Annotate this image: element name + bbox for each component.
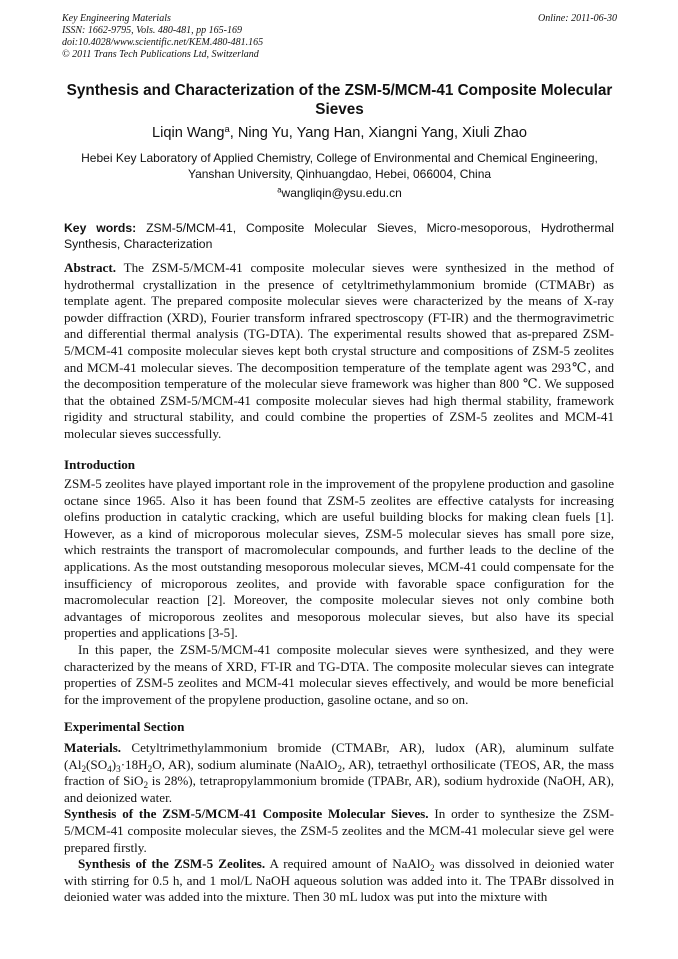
doi-line: doi:10.4028/www.scientific.net/KEM.480-481.165 (62, 37, 264, 48)
intro-paragraph-1: ZSM-5 zeolites have played important role in the improvement of the propylene production and gasoline octane since 1965. Also it has been found that ZSM-5 zeolites are effective catalysts for increasing olefins production in catalytic cracking, which are useful building blocks for making clean fuels [1]. However, as a kind of microporous molecular sieves, ZSM-5 molecular sieves has small pore size, which restraints the transport of macromolecular compounds, and further leads to the decline of the applications. As the most outstanding mesoporous molecular sieves, MCM-41 could compensate for the insufficiency of microporous zeolites, and provide with favorable space configuration for the macromolecular reaction [2]. Moreover, the composite molecular sieves not only combine both advantages of microporous zeolites and mesoporous molecular sieves, but also have its special properties and applications [3-5]. (64, 476, 614, 641)
author-affil-mark: a (224, 123, 230, 135)
materials-text: , AR), tetraethyl orthosilicate (TEOS, AR, the mass fraction of SiO (64, 756, 614, 789)
abstract-label: Abstract. (64, 260, 116, 275)
issn-line: ISSN: 1662-9795, Vols. 480-481, pp 165-169 (62, 25, 242, 36)
materials-text: O, AR), sodium aluminate (NaAlO (152, 756, 338, 772)
subscript: 2 (430, 862, 435, 873)
zsm5-label: Synthesis of the ZSM-5 Zeolites. (78, 856, 266, 872)
other-authors: , Ning Yu, Yang Han, Xiangni Yang, Xiuli Zhao (229, 125, 527, 141)
materials-text: Cetyltrimethylammonium bromide (CTMABr, AR), ludox (AR), aluminum sulfate (Al (64, 740, 614, 772)
subscript: 2 (337, 763, 342, 774)
subscript: 2 (143, 779, 149, 790)
zsm5-text: A required amount of NaAlO (269, 856, 431, 872)
affiliation: Hebei Key Laboratory of Applied Chemistry, College of Environmental and Chemical Engineering, Yanshan University, Qinhuangdao, Hebei, 066004, China (81, 151, 598, 181)
author-list (62, 124, 617, 142)
subscript: 4 (107, 763, 112, 774)
introduction-body (64, 476, 614, 708)
email-mark: a (277, 185, 282, 195)
keywords-label: Key words: (64, 221, 137, 235)
copyright-line: © 2011 Trans Tech Publications Ltd, Switzerland (62, 49, 259, 60)
subscript: 2 (81, 763, 87, 774)
keywords-text: ZSM-5/MCM-41, Composite Molecular Sieves, Micro-mesoporous, Hydrothermal Synthesis, Characterization (64, 221, 614, 251)
materials-text: (SO (86, 756, 108, 772)
online-date: Online: 2011-06-30 (538, 13, 617, 24)
experimental-body (64, 740, 614, 906)
synthesis-paragraph (64, 806, 614, 856)
paper-title: Synthesis and Characterization of the ZSM-5/MCM-41 Composite Molecular Sieves (66, 82, 613, 118)
subscript: 3 (116, 763, 121, 774)
intro-paragraph-2: In this paper, the ZSM-5/MCM-41 composite molecular sieves were synthesized, and they were characterized by the means of XRD, FT-IR and TG-DTA. The composite molecular sieves can integrate properties of ZSM-5 zeolites and MCM-41 molecular sieves effectively, and would be more beneficial for the improvement of the propylene production, gasoline octane, and so on. (64, 641, 614, 707)
introduction-heading: Introduction (64, 457, 136, 472)
journal-name: Key Engineering Materials (62, 13, 171, 24)
experimental-heading: Experimental Section (64, 719, 185, 734)
zsm5-paragraph (64, 856, 614, 906)
synthesis-text: In order to synthesize the ZSM-5/MCM-41 composite molecular sieves, the ZSM-5 zeolites and the MCM-41 molecular sieve gel were prepared firstly. (64, 806, 614, 855)
zsm5-text: was dissolved in deionied water with stirring for 0.5 h, and 1 mol/L NaOH aqueous solution was added into it. The TPABr dissolved in deionied water was added into the mixture. Then 30 mL ludox was put into the mixture with (64, 856, 615, 905)
abstract-text: The ZSM-5/MCM-41 composite molecular sieves were synthesized in the method of hydrothermal crystallization in the presence of cetyltrimethylammonium bromide (CTMABr) as template agent. The prepared composite molecular sieves were characterized by the means of X-ray powder diffraction (XRD), Fourier transform infrared spectroscopy (FT-IR) and the thermogravimetric and differential thermal analysis (TG-DTA). The experimental results showed that as-prepared ZSM-5/MCM-41 composite molecular sieves kept both crystal structure and compositions of ZSM-5 zeolites and MCM-41 molecular sieves. The decomposition temperature of the template agent was 293℃, and the decomposition temperature of the molecular sieve framework was higher than 800 ℃. We supposed that the obtained ZSM-5/MCM-41 composite molecular sieves had high thermal stability, framework rigidity and structural stability, and could combine the properties of ZSM-5 zeolites and MCM-41 molecular sieves successfully. (64, 260, 614, 441)
subscript: 2 (147, 763, 153, 774)
materials-text: ·18H (120, 756, 148, 772)
materials-text: is 28%), tetrapropylammonium bromide (TPABr, AR), sodium hydroxide (NaOH, AR), and deionized water. (64, 773, 614, 805)
page-header (62, 13, 617, 61)
first-author: Liqin Wang (152, 125, 225, 141)
materials-text: ) (111, 756, 117, 772)
materials-label: Materials. (64, 740, 122, 755)
email-address: wangliqin@ysu.edu.cn (281, 186, 402, 200)
materials-paragraph (64, 740, 614, 806)
keywords (64, 220, 614, 252)
abstract (64, 260, 614, 443)
email (62, 185, 617, 201)
synthesis-label: Synthesis of the ZSM-5/MCM-41 Composite Molecular Sieves. (64, 806, 429, 822)
